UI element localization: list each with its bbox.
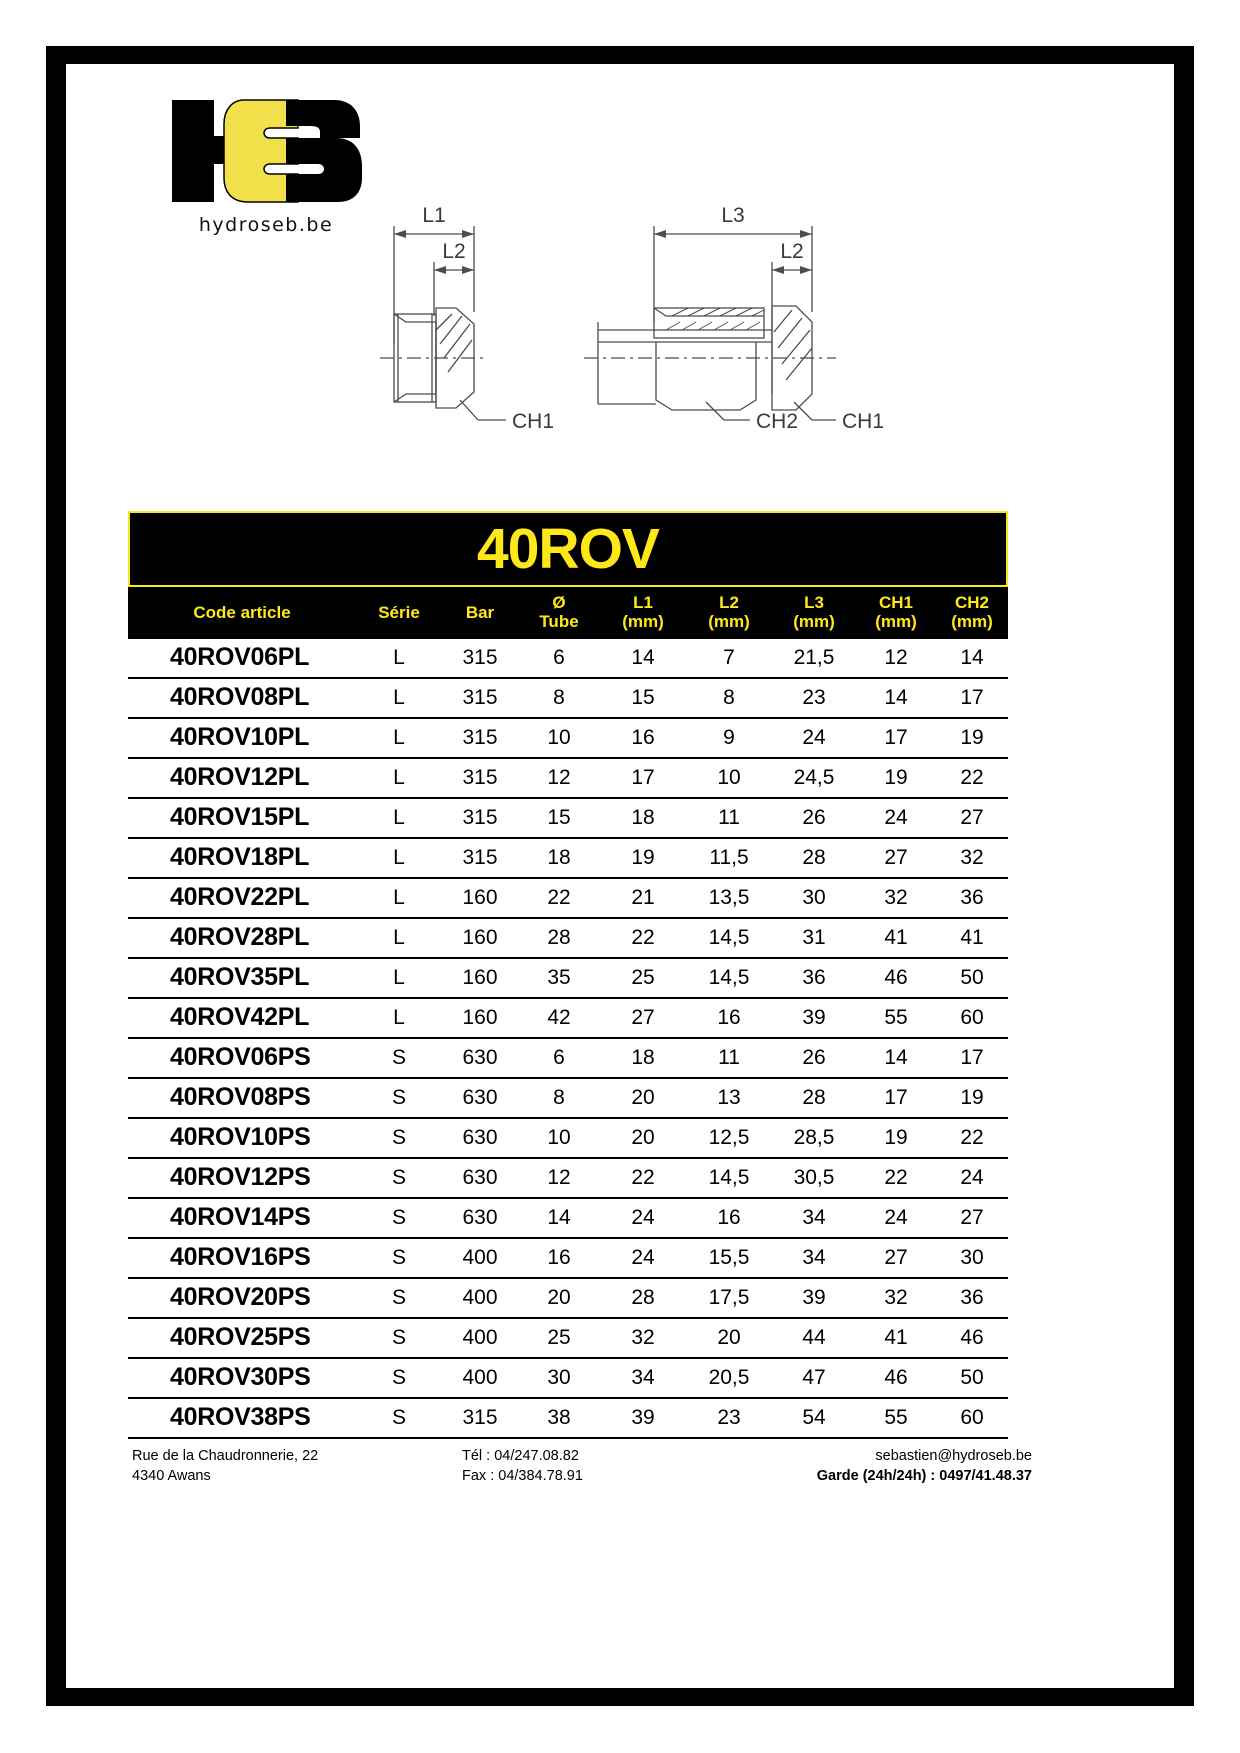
cell-serie: S [356, 1198, 442, 1238]
label-l3-right: L3 [721, 204, 745, 227]
column-header-code [128, 586, 356, 639]
cell-tube: 38 [518, 1398, 600, 1438]
cell-tube: 18 [518, 838, 600, 878]
table-row [128, 1318, 1008, 1358]
cell-ch1: 41 [856, 918, 936, 958]
table-row [128, 1358, 1008, 1398]
cell-bar: 630 [442, 1078, 518, 1118]
cell-code: 40ROV08PL [128, 678, 356, 718]
table-header [128, 586, 1008, 639]
table-row [128, 1198, 1008, 1238]
cell-l1: 21 [600, 878, 686, 918]
table-row [128, 678, 1008, 718]
cell-ch2: 27 [936, 798, 1008, 838]
logo-wordmark: hydroseb.be [198, 214, 334, 236]
cell-ch2: 60 [936, 998, 1008, 1038]
cell-serie: S [356, 1158, 442, 1198]
cell-bar: 160 [442, 958, 518, 998]
table-header-row [128, 586, 1008, 639]
label-ch1-left: CH1 [512, 410, 555, 433]
cell-l1: 19 [600, 838, 686, 878]
table-row [128, 758, 1008, 798]
cell-ch1: 41 [856, 1318, 936, 1358]
cell-l2: 12,5 [686, 1118, 772, 1158]
cell-l3: 36 [772, 958, 856, 998]
table-row [128, 878, 1008, 918]
column-header-l2 [686, 586, 772, 639]
cell-l3: 21,5 [793, 645, 835, 669]
cell-l3: 26 [772, 798, 856, 838]
cell-l2: 11,5 [686, 838, 772, 878]
cell-bar: 630 [442, 1038, 518, 1078]
cell-l3: 28 [772, 838, 856, 878]
cell-l3: 34 [772, 1238, 856, 1278]
cell-tube: 6 [553, 645, 565, 669]
cell-l3: 54 [772, 1398, 856, 1438]
cell-code: 40ROV30PS [128, 1358, 356, 1398]
cell-ch1: 32 [856, 878, 936, 918]
cell-l3: 30 [772, 878, 856, 918]
cell-l2: 13 [686, 1078, 772, 1118]
cell-l1: 18 [600, 798, 686, 838]
header-code-line1: Code article [193, 602, 291, 622]
page-footer [132, 1447, 1032, 1486]
column-header-ch2 [936, 586, 1008, 639]
cell-ch1: 12 [884, 645, 908, 669]
footer-phone [462, 1447, 692, 1486]
cell-tube: 15 [518, 798, 600, 838]
cell-code: 40ROV42PL [128, 998, 356, 1038]
cell-l2: 11 [686, 798, 772, 838]
cell-serie: S [356, 1118, 442, 1158]
cell-l1: 16 [600, 718, 686, 758]
cell-ch2: 41 [936, 918, 1008, 958]
label-ch1-right: CH1 [842, 410, 885, 433]
table-row [128, 1238, 1008, 1278]
cell-l2: 11 [686, 1038, 772, 1078]
header-l3-line1: L3 [804, 593, 824, 612]
cell-bar: 630 [442, 1118, 518, 1158]
product-title-banner [128, 511, 1008, 585]
cell-tube: 35 [518, 958, 600, 998]
cell-l3: 23 [772, 678, 856, 718]
cell-serie: L [393, 645, 405, 669]
cell-l2: 14,5 [686, 1158, 772, 1198]
footer-tel: Tél : 04/247.08.82 [462, 1448, 579, 1464]
table-row [128, 998, 1008, 1038]
cell-tube: 25 [518, 1318, 600, 1358]
header-tube-line2: Tube [539, 612, 579, 632]
header-l1-line2: (mm) [622, 612, 664, 632]
cell-l3: 28 [772, 1078, 856, 1118]
header-bar-line1: Bar [465, 602, 495, 622]
cell-tube: 22 [518, 878, 600, 918]
cell-bar: 160 [442, 878, 518, 918]
table-row [128, 718, 1008, 758]
cell-ch2: 46 [936, 1318, 1008, 1358]
cell-serie: L [356, 798, 442, 838]
technical-drawings [336, 204, 896, 464]
page-content [66, 64, 1174, 1688]
fitting-cross-section-diagrams [336, 204, 896, 464]
footer-guard-phone: Garde (24h/24h) : 0497/41.48.37 [816, 1467, 1032, 1484]
cell-tube: 42 [518, 998, 600, 1038]
cell-ch1: 14 [856, 678, 936, 718]
cell-tube: 10 [518, 718, 600, 758]
cell-bar: 400 [442, 1358, 518, 1398]
cell-l3: 47 [772, 1358, 856, 1398]
cell-l1: 28 [600, 1278, 686, 1318]
cell-l3: 39 [772, 998, 856, 1038]
cell-serie: S [356, 1038, 442, 1078]
cell-code: 40ROV06PL [170, 643, 310, 672]
cell-bar: 315 [442, 1398, 518, 1438]
cell-ch1: 32 [856, 1278, 936, 1318]
column-header-tube-diameter [518, 586, 600, 639]
table-row [128, 838, 1008, 878]
cell-tube: 28 [518, 918, 600, 958]
cell-ch2: 17 [936, 1038, 1008, 1078]
cell-ch1: 55 [856, 998, 936, 1038]
cell-tube: 16 [518, 1238, 600, 1278]
cell-ch1: 22 [856, 1158, 936, 1198]
cell-l3: 44 [772, 1318, 856, 1358]
table-row [128, 798, 1008, 838]
cell-code: 40ROV18PL [128, 838, 356, 878]
cell-l1: 34 [600, 1358, 686, 1398]
cell-l3: 39 [772, 1278, 856, 1318]
cell-l1: 22 [600, 918, 686, 958]
cell-ch1: 27 [856, 1238, 936, 1278]
cell-l1: 15 [600, 678, 686, 718]
cell-code: 40ROV14PS [128, 1198, 356, 1238]
header-l2-line1: L2 [719, 593, 739, 612]
cell-l2: 14,5 [686, 958, 772, 998]
cell-ch2: 19 [936, 718, 1008, 758]
cell-l1: 18 [600, 1038, 686, 1078]
header-l2-line2: (mm) [708, 612, 750, 632]
cell-l2: 13,5 [686, 878, 772, 918]
cell-l1: 24 [600, 1238, 686, 1278]
column-header-l1 [600, 586, 686, 639]
cell-l3: 26 [772, 1038, 856, 1078]
specification-table-block [128, 511, 1008, 1439]
table-body [128, 639, 1008, 1438]
footer-address [132, 1447, 462, 1486]
cell-tube: 14 [518, 1198, 600, 1238]
footer-address-city: 4340 Awans [132, 1467, 211, 1484]
cell-ch1: 14 [856, 1038, 936, 1078]
cell-tube: 12 [518, 758, 600, 798]
table-row [128, 1278, 1008, 1318]
cell-bar: 315 [442, 678, 518, 718]
cell-bar: 315 [442, 838, 518, 878]
cell-l1: 20 [600, 1078, 686, 1118]
label-ch2-right: CH2 [756, 410, 799, 433]
header-serie-line1: Série [378, 602, 420, 622]
cell-bar: 315 [442, 718, 518, 758]
cell-l2: 16 [686, 998, 772, 1038]
cell-serie: L [356, 718, 442, 758]
table-row [128, 1158, 1008, 1198]
cell-ch1: 19 [856, 758, 936, 798]
cell-ch1: 46 [856, 1358, 936, 1398]
cell-l1: 32 [600, 1318, 686, 1358]
cell-serie: S [356, 1078, 442, 1118]
cell-bar: 630 [442, 1198, 518, 1238]
cell-bar: 160 [442, 998, 518, 1038]
cell-code: 40ROV28PL [128, 918, 356, 958]
cell-l2: 14,5 [686, 918, 772, 958]
table-row [128, 918, 1008, 958]
label-l1-left: L1 [422, 204, 446, 227]
cell-l2: 20 [686, 1318, 772, 1358]
cell-bar: 400 [442, 1278, 518, 1318]
cell-l1: 24 [600, 1198, 686, 1238]
table-row [128, 1078, 1008, 1118]
cell-l3: 31 [772, 918, 856, 958]
cell-ch1: 17 [856, 718, 936, 758]
cell-ch2: 24 [936, 1158, 1008, 1198]
cell-code: 40ROV10PL [128, 718, 356, 758]
cell-ch1: 19 [856, 1118, 936, 1158]
specification-table [128, 585, 1008, 1439]
cell-l2: 8 [686, 678, 772, 718]
table-row [128, 958, 1008, 998]
cell-bar: 400 [442, 1318, 518, 1358]
cell-serie: S [356, 1238, 442, 1278]
cell-serie: S [356, 1318, 442, 1358]
cell-bar: 160 [442, 918, 518, 958]
cell-ch2: 17 [936, 678, 1008, 718]
cell-code: 40ROV20PS [128, 1278, 356, 1318]
cell-l2: 17,5 [686, 1278, 772, 1318]
cell-code: 40ROV10PS [128, 1118, 356, 1158]
cell-l2: 10 [686, 758, 772, 798]
cell-l2: 7 [723, 645, 735, 669]
cell-serie: L [356, 678, 442, 718]
cell-bar: 630 [442, 1158, 518, 1198]
cell-code: 40ROV22PL [128, 878, 356, 918]
cell-code: 40ROV08PS [128, 1078, 356, 1118]
cell-code: 40ROV12PS [128, 1158, 356, 1198]
cell-l2: 15,5 [686, 1238, 772, 1278]
cell-ch1: 24 [856, 1198, 936, 1238]
cell-serie: L [356, 878, 442, 918]
cell-l1: 39 [600, 1398, 686, 1438]
cell-ch1: 24 [856, 798, 936, 838]
cell-l1: 20 [600, 1118, 686, 1158]
cell-ch2: 19 [936, 1078, 1008, 1118]
cell-l3: 28,5 [772, 1118, 856, 1158]
cell-l1: 25 [600, 958, 686, 998]
footer-fax: Fax : 04/384.78.91 [462, 1467, 583, 1484]
column-header-l3 [772, 586, 856, 639]
cell-serie: S [356, 1278, 442, 1318]
cell-serie: L [356, 998, 442, 1038]
hs-logo-icon [166, 94, 366, 212]
cell-serie: L [356, 758, 442, 798]
cell-tube: 8 [518, 1078, 600, 1118]
cell-l1: 17 [600, 758, 686, 798]
cell-tube: 30 [518, 1358, 600, 1398]
cell-ch2: 50 [936, 1358, 1008, 1398]
cell-l2: 9 [686, 718, 772, 758]
label-l2-right: L2 [780, 240, 804, 263]
cell-serie: S [356, 1358, 442, 1398]
cell-bar: 400 [442, 1238, 518, 1278]
header-l3-line2: (mm) [793, 612, 835, 632]
cell-l2: 16 [686, 1198, 772, 1238]
cell-code: 40ROV15PL [128, 798, 356, 838]
cell-tube: 6 [518, 1038, 600, 1078]
table-row [128, 1118, 1008, 1158]
cell-ch2: 60 [936, 1398, 1008, 1438]
cell-code: 40ROV38PS [128, 1398, 356, 1438]
cell-ch2: 32 [936, 838, 1008, 878]
header-tube-line1: Ø [552, 593, 566, 612]
cell-ch1: 17 [856, 1078, 936, 1118]
cell-serie: S [356, 1398, 442, 1438]
cell-ch2: 27 [936, 1198, 1008, 1238]
cell-tube: 10 [518, 1118, 600, 1158]
cell-tube: 12 [518, 1158, 600, 1198]
cell-ch2: 22 [936, 758, 1008, 798]
cell-l1: 22 [600, 1158, 686, 1198]
cell-ch2: 30 [936, 1238, 1008, 1278]
cell-code: 40ROV12PL [128, 758, 356, 798]
header-ch2-line2: (mm) [951, 612, 993, 632]
column-header-ch1 [856, 586, 936, 639]
cell-ch1: 55 [856, 1398, 936, 1438]
footer-email[interactable]: sebastien@hydroseb.be [875, 1448, 1032, 1464]
cell-code: 40ROV25PS [128, 1318, 356, 1358]
table-row [128, 1398, 1008, 1438]
cell-ch2: 14 [960, 645, 984, 669]
table-row [128, 639, 1008, 678]
footer-address-street: Rue de la Chaudronnerie, 22 [132, 1448, 319, 1464]
header-ch2-line1: CH2 [954, 593, 989, 612]
cell-bar: 315 [462, 645, 498, 669]
cell-l2: 23 [686, 1398, 772, 1438]
cell-l3: 30,5 [772, 1158, 856, 1198]
cell-ch1: 27 [856, 838, 936, 878]
cell-code: 40ROV35PL [128, 958, 356, 998]
cell-l3: 24,5 [772, 758, 856, 798]
header-l1-line1: L1 [633, 593, 653, 612]
header-ch1-line1: CH1 [878, 593, 913, 612]
table-row [128, 1038, 1008, 1078]
column-header-serie [356, 586, 442, 639]
cell-ch2: 36 [936, 1278, 1008, 1318]
footer-contact [692, 1447, 1032, 1486]
cell-ch1: 46 [856, 958, 936, 998]
cell-serie: L [356, 958, 442, 998]
label-l2-left: L2 [442, 240, 466, 263]
cell-l1: 27 [600, 998, 686, 1038]
cell-serie: L [356, 918, 442, 958]
cell-serie: L [356, 838, 442, 878]
cell-code: 40ROV16PS [128, 1238, 356, 1278]
cell-tube: 20 [518, 1278, 600, 1318]
cell-ch2: 50 [936, 958, 1008, 998]
cell-bar: 315 [442, 798, 518, 838]
cell-l3: 34 [772, 1198, 856, 1238]
cell-l3: 24 [772, 718, 856, 758]
cell-ch2: 22 [936, 1118, 1008, 1158]
cell-ch2: 36 [936, 878, 1008, 918]
cell-l2: 20,5 [686, 1358, 772, 1398]
cell-l1: 14 [631, 645, 655, 669]
cell-tube: 8 [518, 678, 600, 718]
header-ch1-line2: (mm) [875, 612, 917, 632]
column-header-bar [442, 586, 518, 639]
cell-bar: 315 [442, 758, 518, 798]
cell-code: 40ROV06PS [128, 1038, 356, 1078]
page-title: 40ROV [477, 517, 659, 581]
